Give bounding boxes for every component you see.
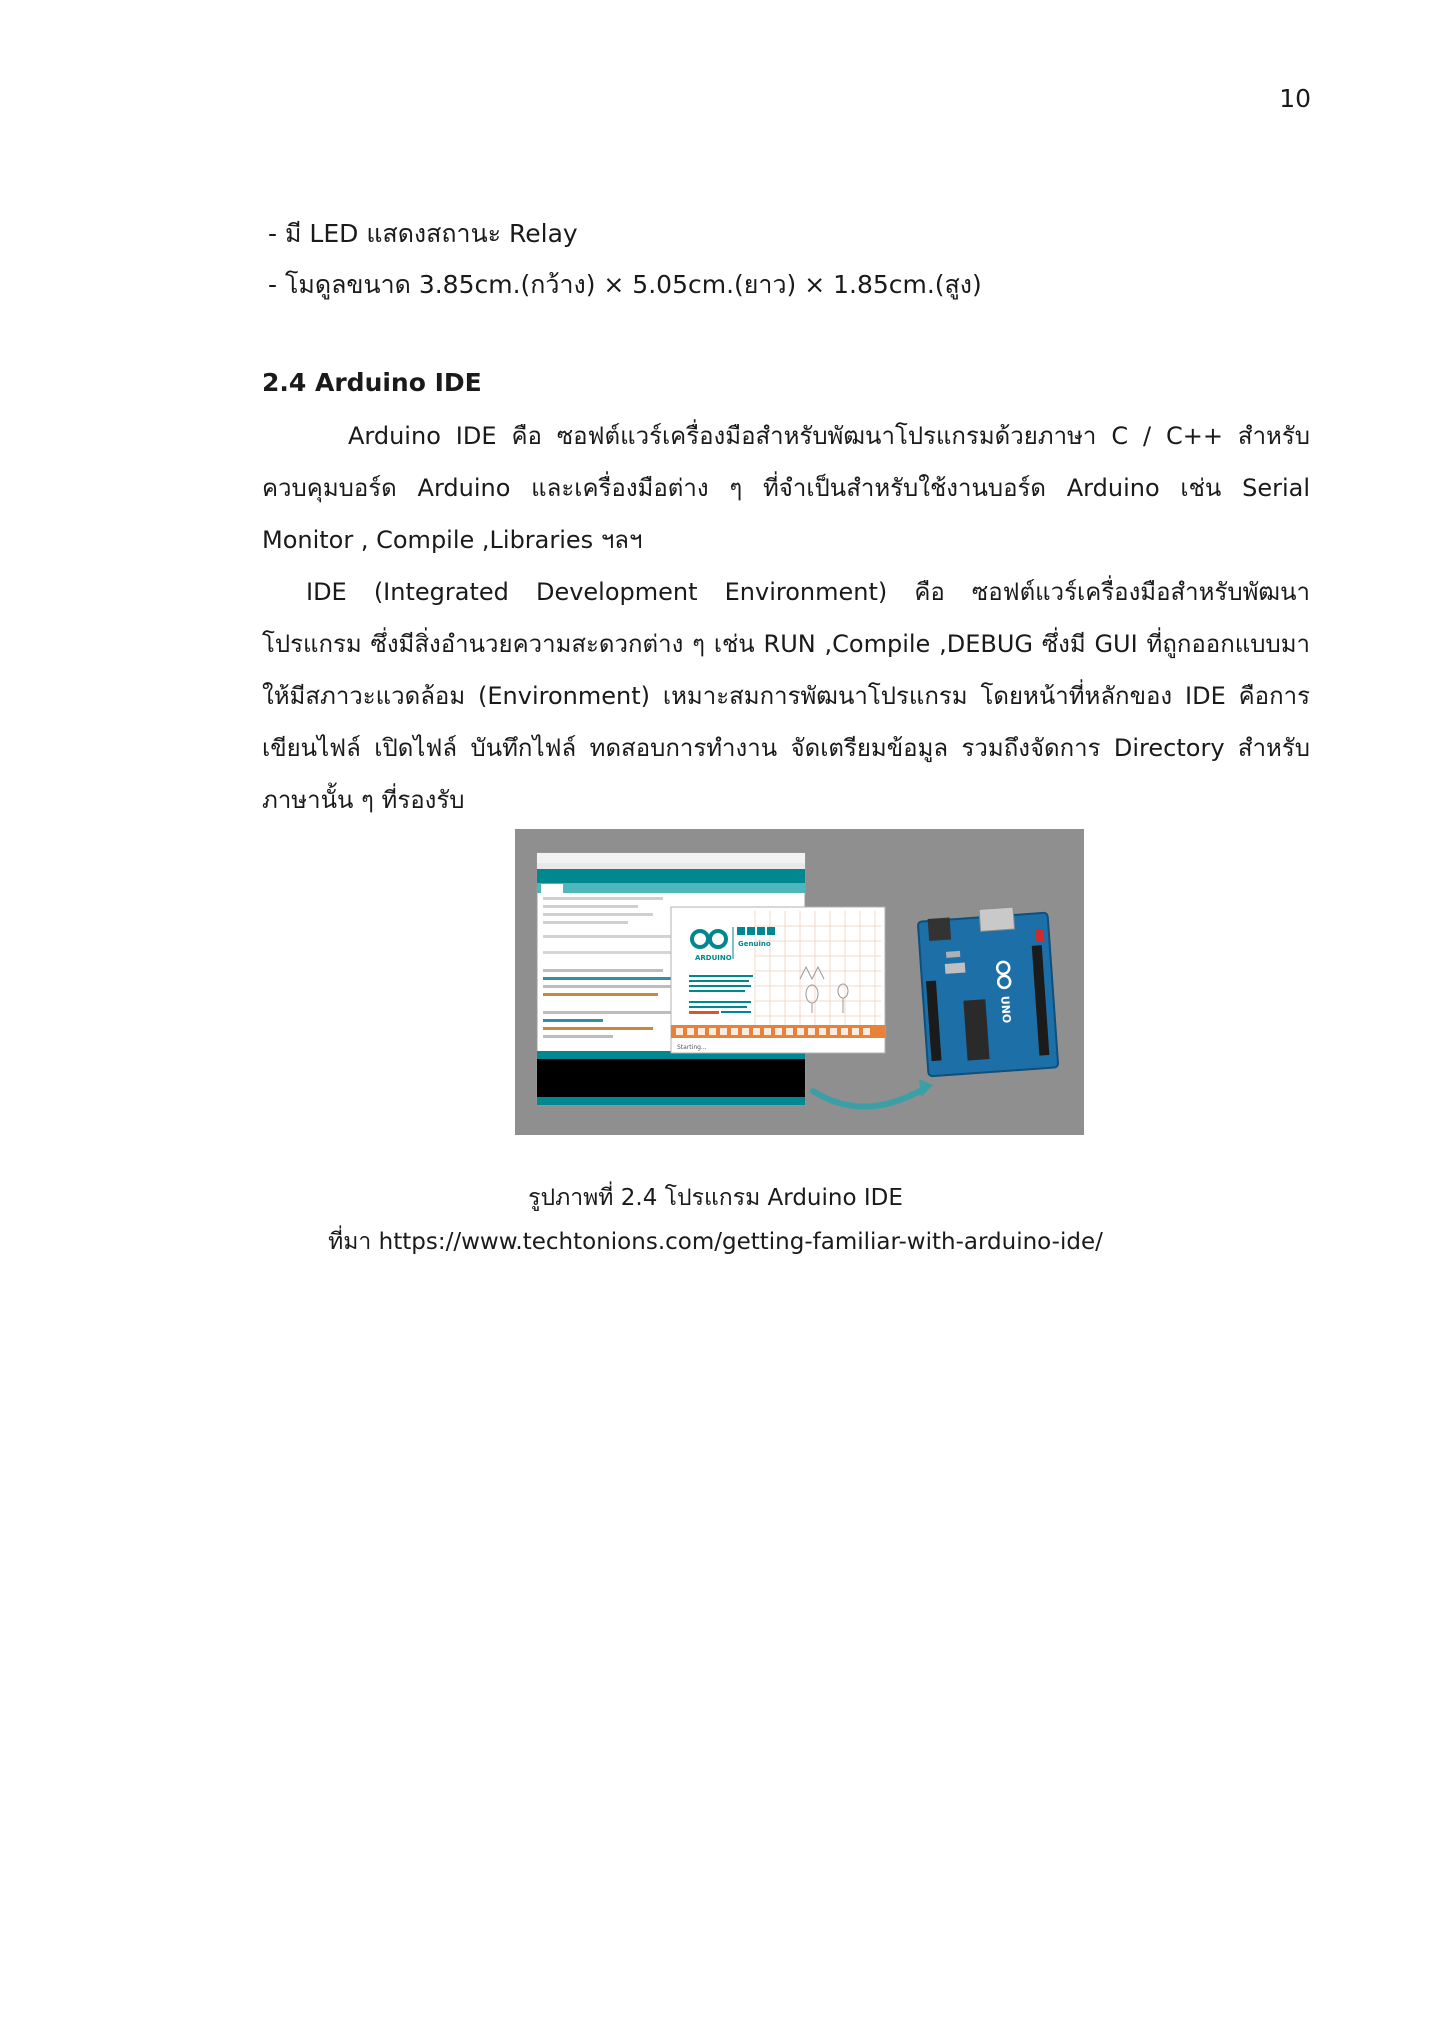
paragraph-ide-definition: IDE (Integrated Development Environment) คือ ซอฟต์แวร์เครื่องมือสำหรับพัฒนาโปรแกรม ซึ่งมีสิ่งอำนวยความสะดวกต่าง ๆ เช่น RUN ,Compile ,DEBUG ซึ่งมี GUI ที่ถูกออกแบบมาให้มีสภาวะแวดล้อม (Environment) เหมาะสมการพัฒนาโปรแกรม โดยหน้าที่หลักของ IDE คือการเขียนไฟล์ เปิดไฟล์ บันทึกไฟล์ ทดสอบการทำงาน จัดเตรียมข้อมูล รวมถึงจัดการ Directory สำหรับภาษานั้น ๆ ที่รองรับ xyxy=(262,578,1310,814)
paragraph-arduino-ide: Arduino IDE คือ ซอฟต์แวร์เครื่องมือสำหรับพัฒนาโปรแกรมด้วยภาษา C / C++ สำหรับควบคุมบอร์ด Arduino และเครื่องมือต่าง ๆ ที่จำเป็นสำหรับใช้งานบอร์ด Arduino เช่น Serial Monitor , Compile ,Libraries ฯลฯ xyxy=(262,422,1310,554)
uno-label: UNO xyxy=(998,995,1014,1024)
arrow-icon xyxy=(813,1087,927,1107)
splash-screen xyxy=(671,907,885,1053)
section-heading: 2.4 Arduino IDE xyxy=(262,368,482,397)
arduino-ide-figure xyxy=(515,829,1084,1135)
arduino-uno-board xyxy=(918,905,1058,1076)
page-number: 10 xyxy=(1279,84,1311,113)
arduino-logo-text: ARDUINO xyxy=(695,954,732,962)
bullet-led-status: - มี LED แสดงสถานะ Relay xyxy=(268,219,578,248)
bullet-module-size: - โมดูลขนาด 3.85cm.(กว้าง) × 5.05cm.(ยาว) × 1.85cm.(สูง) xyxy=(268,270,982,299)
genuino-logo-text: Genuino xyxy=(738,940,771,948)
arduino-ide-illustration xyxy=(515,829,1084,1135)
splash-status-text: Starting... xyxy=(677,1044,707,1051)
figure-source: ที่มา https://www.techtonions.com/getting-familiar-with-arduino-ide/ xyxy=(328,1229,1103,1255)
figure-caption: รูปภาพที่ 2.4 โปรแกรม Arduino IDE xyxy=(528,1185,903,1211)
